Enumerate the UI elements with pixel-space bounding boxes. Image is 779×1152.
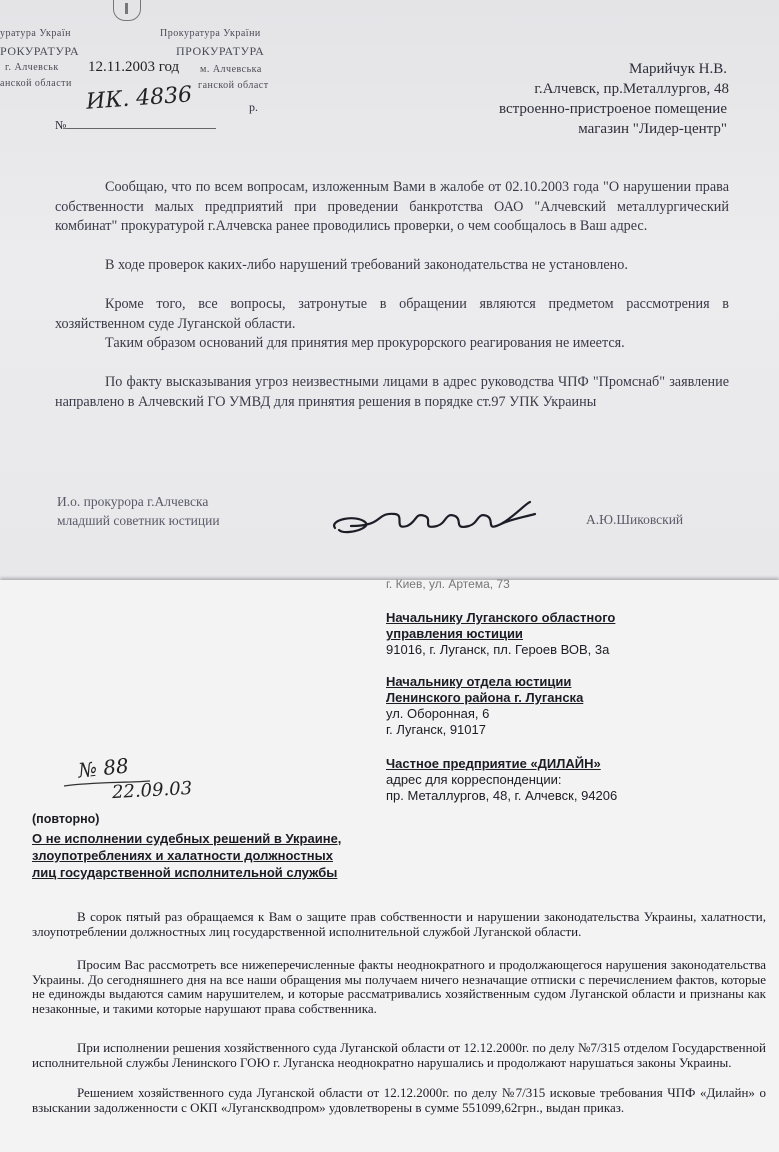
letter2-paragraph-2: Просим Вас рассмотреть все нижеперечисленные факты неоднократного и продолжающегося нарушения законодательства Украины. До сегодняшнего дня на все наши обращения мы получаем ничего незначащие отписки с перечислением фактов, которые не единожды выдаются самим нарушителем, и которые рассматривались хозяйственным судом Луганской области и признаны как незаконные, и такими которые нарушают права собственника. xyxy=(32,957,766,1016)
stamp-suffix: р. xyxy=(249,100,258,114)
addressee-3-label: адрес для корреспонденции: xyxy=(386,772,562,787)
addressee-1-line2: управления юстиции xyxy=(386,626,523,641)
stamp-right-line2: ПРОКУРАТУРА xyxy=(176,44,265,58)
letter1-paragraph-3: Кроме того, все вопросы, затронутые в обращении являются предметом рассмотрения в хозяйственном суде Луганской области. xyxy=(55,296,729,332)
subject-line-3: лиц государственной исполнительной службы xyxy=(32,865,338,880)
addressee-3-address: пр. Металлургов, 48, г. Алчевск, 94206 xyxy=(386,788,618,803)
stamp-left-line3: г. Алчевськ xyxy=(5,62,59,73)
addressee-2-city: г. Луганск, 91017 xyxy=(386,722,486,737)
handwritten-number: № 88 xyxy=(76,753,130,783)
letter1-paragraph-2: В ходе проверок каких-либо нарушений требований законодательства не установлено. xyxy=(105,257,628,273)
signer-title-2: младший советник юстиции xyxy=(57,513,220,528)
subject xyxy=(32,830,341,881)
letter-dilain xyxy=(0,577,779,1152)
recipient-name: Марийчук Н.В. xyxy=(629,61,727,77)
letter2-paragraph-1: В сорок пятый раз обращаемся к Вам о защите прав собственности и нарушении законодательства Украины, халатности, злоупотреблении должностных лиц государственной исполнительной службой Луганской области. xyxy=(32,909,766,939)
recipient-address: г.Алчевск, пр.Металлургов, 48 xyxy=(534,81,729,97)
coat-of-arms-icon xyxy=(113,0,141,21)
addressee-3-name: Частное предприятие «ДИЛАЙН» xyxy=(386,756,601,771)
stamp-left-line4: анской области xyxy=(0,78,72,89)
stamp-left-line1: уратура Україн xyxy=(0,28,71,39)
addressee-3 xyxy=(386,756,617,804)
letter2-paragraph-3: При исполнении решения хозяйственного суда Луганской области от 12.12.2000г. по делу №7/315 отделом Государственной исполнительной службы Ленинского ГОЮ г. Луганска неоднократно нарушались и продолжают нарушаться законы Украины. xyxy=(32,1040,766,1070)
letter2-paragraph-4: Решением хозяйственного суда Луганской области от 12.12.2000г. по делу №7/315 исковые требования ЧПФ «Дилайн» о взыскании задолженности с ОКП «Луганскводпром» удовлетворены в сумме 551099,62грн., выдан приказ. xyxy=(32,1085,766,1115)
signer-name: А.Ю.Шиковский xyxy=(586,512,684,527)
addressee-2 xyxy=(386,674,583,738)
addressee-1-line1: Начальнику Луганского областного xyxy=(386,610,616,625)
addressee-2-street: ул. Оборонная, 6 xyxy=(386,706,490,721)
addressee-2-line2: Ленинского района г. Луганска xyxy=(386,690,584,705)
stamp-left-line2: РОКУРАТУРА xyxy=(0,44,80,58)
signer-title-1: И.о. прокурора г.Алчевска xyxy=(57,494,209,509)
letter-date: 12.11.2003 год xyxy=(88,59,180,75)
addressee-2-line1: Начальнику отдела юстиции xyxy=(386,674,572,689)
recipient-line4: магазин "Лидер-центр" xyxy=(578,121,727,137)
repeat-note: (повторно) xyxy=(32,812,100,826)
letter1-paragraph-1: Сообщаю, что по всем вопросам, изложенным Вами в жалобе от 02.10.2003 года "О нарушении права собственности малых предприятий при проведении банкротства ОАО "Алчевский металлургический комбинат" прокуратурой г.Алчевска ранее проводились проверки, о чем сообщалось в Ваш адрес. xyxy=(55,179,729,234)
stamp-right-line4: ганской област xyxy=(198,80,269,91)
handwritten-date: 22.09.03 xyxy=(111,777,193,804)
stamp-right-line1: Прокуратура України xyxy=(160,28,261,39)
subject-line-2: злоупотреблениях и халатности должностных xyxy=(32,848,333,863)
number-field: № xyxy=(55,118,216,133)
handwritten-signature xyxy=(325,490,540,550)
subject-line-1: О не исполнении судебных решений в Украине, xyxy=(32,831,342,846)
partial-address-line: г. Киев, ул. Артема, 73 xyxy=(386,577,510,591)
letter1-paragraph-4: Таким образом оснований для принятия мер прокурорского реагирования не имеется. xyxy=(105,335,625,351)
addressee-1-address: 91016, г. Луганск, пл. Героев ВОВ, 3а xyxy=(386,642,610,657)
addressee-1 xyxy=(386,610,615,658)
stamp-right-line3: м. Алчевська xyxy=(200,64,262,75)
registration-number: ИК. 4836 xyxy=(85,82,193,115)
recipient-line3: встроенно-пристроеное помещение xyxy=(498,101,727,117)
letter1-paragraph-5: По факту высказывания угроз неизвестными лицами в адрес руководства ЧПФ "Промснаб" заявление направлено в Алчевский ГО УМВД для принятия решения в порядке ст.97 УПК Украины xyxy=(55,374,729,410)
